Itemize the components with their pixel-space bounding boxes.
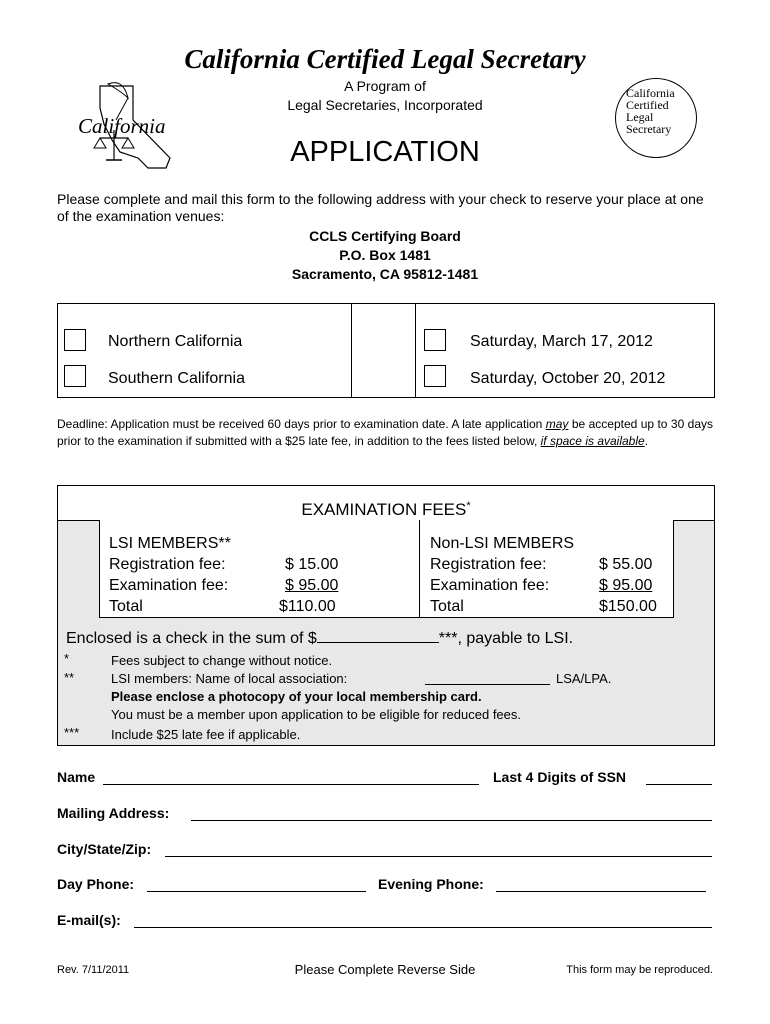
deadline-text: Deadline: Application must be received 60 days prior to examination date. A late application [57,417,546,431]
note-late-fee: Include $25 late fee if applicable. [111,727,301,742]
fees-title-text: EXAMINATION FEES [301,500,467,519]
enclosed-pre: Enclosed is a check in the sum of $ [66,630,317,647]
venue-table [57,303,715,398]
fees-title [58,500,714,520]
note-mark-3: *** [64,725,80,740]
venue-northern: Northern California [108,333,243,350]
application-heading: APPLICATION [290,136,480,168]
mailing-address-label: Mailing Address: [57,805,170,821]
non-lsi-reg-value: $ 55.00 [599,556,653,573]
day-phone-label: Day Phone: [57,876,135,892]
address-line2: P.O. Box 1481 [339,247,431,263]
seal-line: Certified [626,98,669,112]
note-lsa-lpa: LSA/LPA. [556,671,612,686]
city-state-zip-label: City/State/Zip: [57,841,152,857]
reproduce-note: This form may be reproduced. [566,964,713,976]
lsi-heading: LSI MEMBERS** [109,535,231,552]
note-fees-change: Fees subject to change without notice. [111,653,333,668]
deadline-text: be accepted up to 30 days prior to the examination if submitted with a $25 late fee, in addition to the fees listed below, [57,417,714,448]
deadline-paragraph [57,416,713,450]
ccls-seal [615,78,697,158]
mailing-address-field[interactable] [191,819,712,821]
lsi-total-label: Total [109,598,143,615]
venue-southern: Southern California [108,370,245,387]
lsi-reg-value: $ 15.00 [285,556,339,573]
seal-line: Secretary [626,122,672,136]
deadline-may: may [545,417,569,431]
note-mark-1: * [64,651,70,666]
day-phone-field[interactable] [147,890,366,892]
lsi-exam-value: $ 95.00 [285,577,339,594]
evening-phone-label: Evening Phone: [378,876,484,892]
march-date-checkbox[interactable] [424,329,446,351]
address-line3: Sacramento, CA 95812-1481 [291,266,479,282]
form-title: California Certified Legal Secretary [184,44,586,74]
intro-text: Please complete and mail this form to the following address with your check to reserve your place at one of the examination venues: [57,191,704,224]
city-state-zip-field[interactable] [165,855,712,857]
non-lsi-total-label: Total [430,598,464,615]
check-amount-field[interactable] [317,628,439,643]
northern-checkbox[interactable] [64,329,86,351]
date-october: Saturday, October 20, 2012 [470,370,666,387]
seal-line: California [626,86,675,100]
non-lsi-reg-label: Registration fee: [430,556,547,573]
revision-date: Rev. 7/11/2011 [57,964,130,976]
subtitle-line1: A Program of [344,78,426,94]
non-lsi-heading: Non-LSI MEMBERS [430,535,575,552]
note-mark-2: ** [64,670,75,685]
seal-line: Legal [626,110,654,124]
note-member-eligible: You must be a member upon application to be eligible for reduced fees. [111,707,522,722]
non-lsi-exam-value: $ 95.00 [599,577,653,594]
logo-california-text: California [78,114,166,138]
deadline-text: . [644,434,649,448]
date-march: Saturday, March 17, 2012 [470,333,653,350]
email-field[interactable] [134,926,712,928]
deadline-if-space: if space is available [540,434,645,448]
october-date-checkbox[interactable] [424,365,446,387]
ssn-field[interactable] [646,783,712,785]
complete-reverse-note: Please Complete Reverse Side [294,962,476,977]
lsi-reg-label: Registration fee: [109,556,226,573]
address-line1: CCLS Certifying Board [309,228,461,244]
ssn-label: Last 4 Digits of SSN [493,769,627,785]
note-photocopy: Please enclose a photocopy of your local membership card. [111,689,482,704]
california-scales-logo [78,80,178,172]
non-lsi-exam-label: Examination fee: [430,577,550,594]
enclosed-check-line [66,628,573,648]
enclosed-post: ***, payable to LSI. [438,630,574,647]
non-lsi-total-value: $150.00 [599,598,657,615]
lsi-exam-label: Examination fee: [109,577,229,594]
note-local-association: LSI members: Name of local association: [111,671,348,686]
name-field[interactable] [103,783,479,785]
name-label: Name [57,769,96,785]
southern-checkbox[interactable] [64,365,86,387]
fees-title-mark: * [466,500,471,512]
local-association-field[interactable] [425,684,550,685]
subtitle-line2: Legal Secretaries, Incorporated [287,97,483,113]
lsi-total-value: $110.00 [279,598,336,615]
evening-phone-field[interactable] [496,890,706,892]
email-label: E-mail(s): [57,912,121,928]
